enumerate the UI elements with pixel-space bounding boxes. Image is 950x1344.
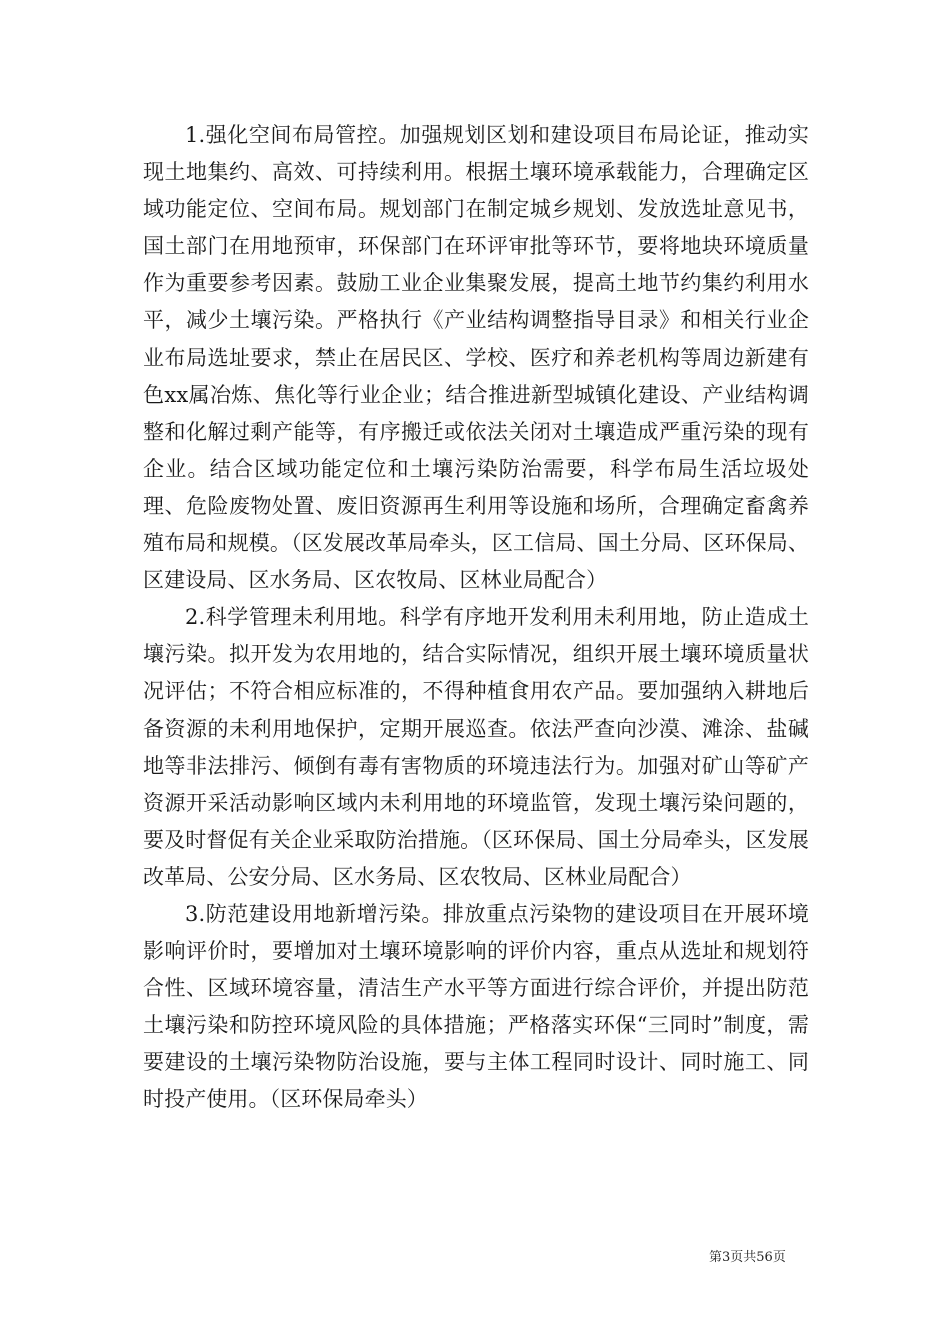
paragraph-construction-land-pollution: 3.防范建设用地新增污染。排放重点污染物的建设项目在开展环境影响评价时，要增加对土壤环境影响的评价内容，重点从选址和规划符合性、区域环境容量，清洁生产水平等方面进行综合评价，并提出防范土壤污染和防控环境风险的具体措施；严格落实环保“三同时”制度，需要建设的土壤污染物防治设施，要与主体工程同时设计、同时施工、同时投产使用。（区环保局牵头） — [143, 901, 809, 1112]
page-number: 第3页共56页 — [709, 1250, 786, 1265]
paragraph-unused-land-management: 2.科学管理未利用地。科学有序地开发利用未利用地，防止造成土壤污染。拟开发为农用地的，结合实际情况，组织开展土壤环境质量状况评估；不符合相应标准的，不得种植食用农产品。要加强纳入耕地后备资源的未利用地保护，定期开展巡查。依法严查向沙漠、滩涂、盐碱地等非法排污、倾倒有毒有害物质的环境违法行为。加强对矿山等矿产资源开采活动影响区域内未利用地的环境监管，发现土壤污染问题的，要及时督促有关企业采取防治措施。（区环保局、国土分局牵头，区发展改革局、公安分局、区水务局、区农牧局、区林业局配合） — [143, 605, 809, 889]
paragraph-spatial-layout-control: 1.强化空间布局管控。加强规划区划和建设项目布局论证，推动实现土地集约、高效、可持续利用。根据土壤环境承载能力，合理确定区域功能定位、空间布局。规划部门在制定城乡规划、发放选址意见书，国土部门在用地预审，环保部门在环评审批等环节，要将地块环境质量作为重要参考因素。鼓励工业企业集聚发展，提高土地节约集约利用水平，减少土壤污染。严格执行《产业结构调整指导目录》和相关行业企业布局选址要求，禁止在居民区、学校、医疗和养老机构等周边新建有色xx属冶炼、焦化等行业企业；结合推进新型城镇化建设、产业结构调整和化解过剩产能等，有序搬迁或依法关闭对土壤造成严重污染的现有企业。结合区域功能定位和土壤污染防治需要，科学布局生活垃圾处理、危险废物处置、废旧资源再生利用等设施和场所，合理确定畜禽养殖布局和规模。（区发展改革局牵头，区工信局、国土分局、区环保局、区建设局、区水务局、区农牧局、区林业局配合） — [143, 123, 809, 593]
document-body — [143, 117, 809, 1119]
